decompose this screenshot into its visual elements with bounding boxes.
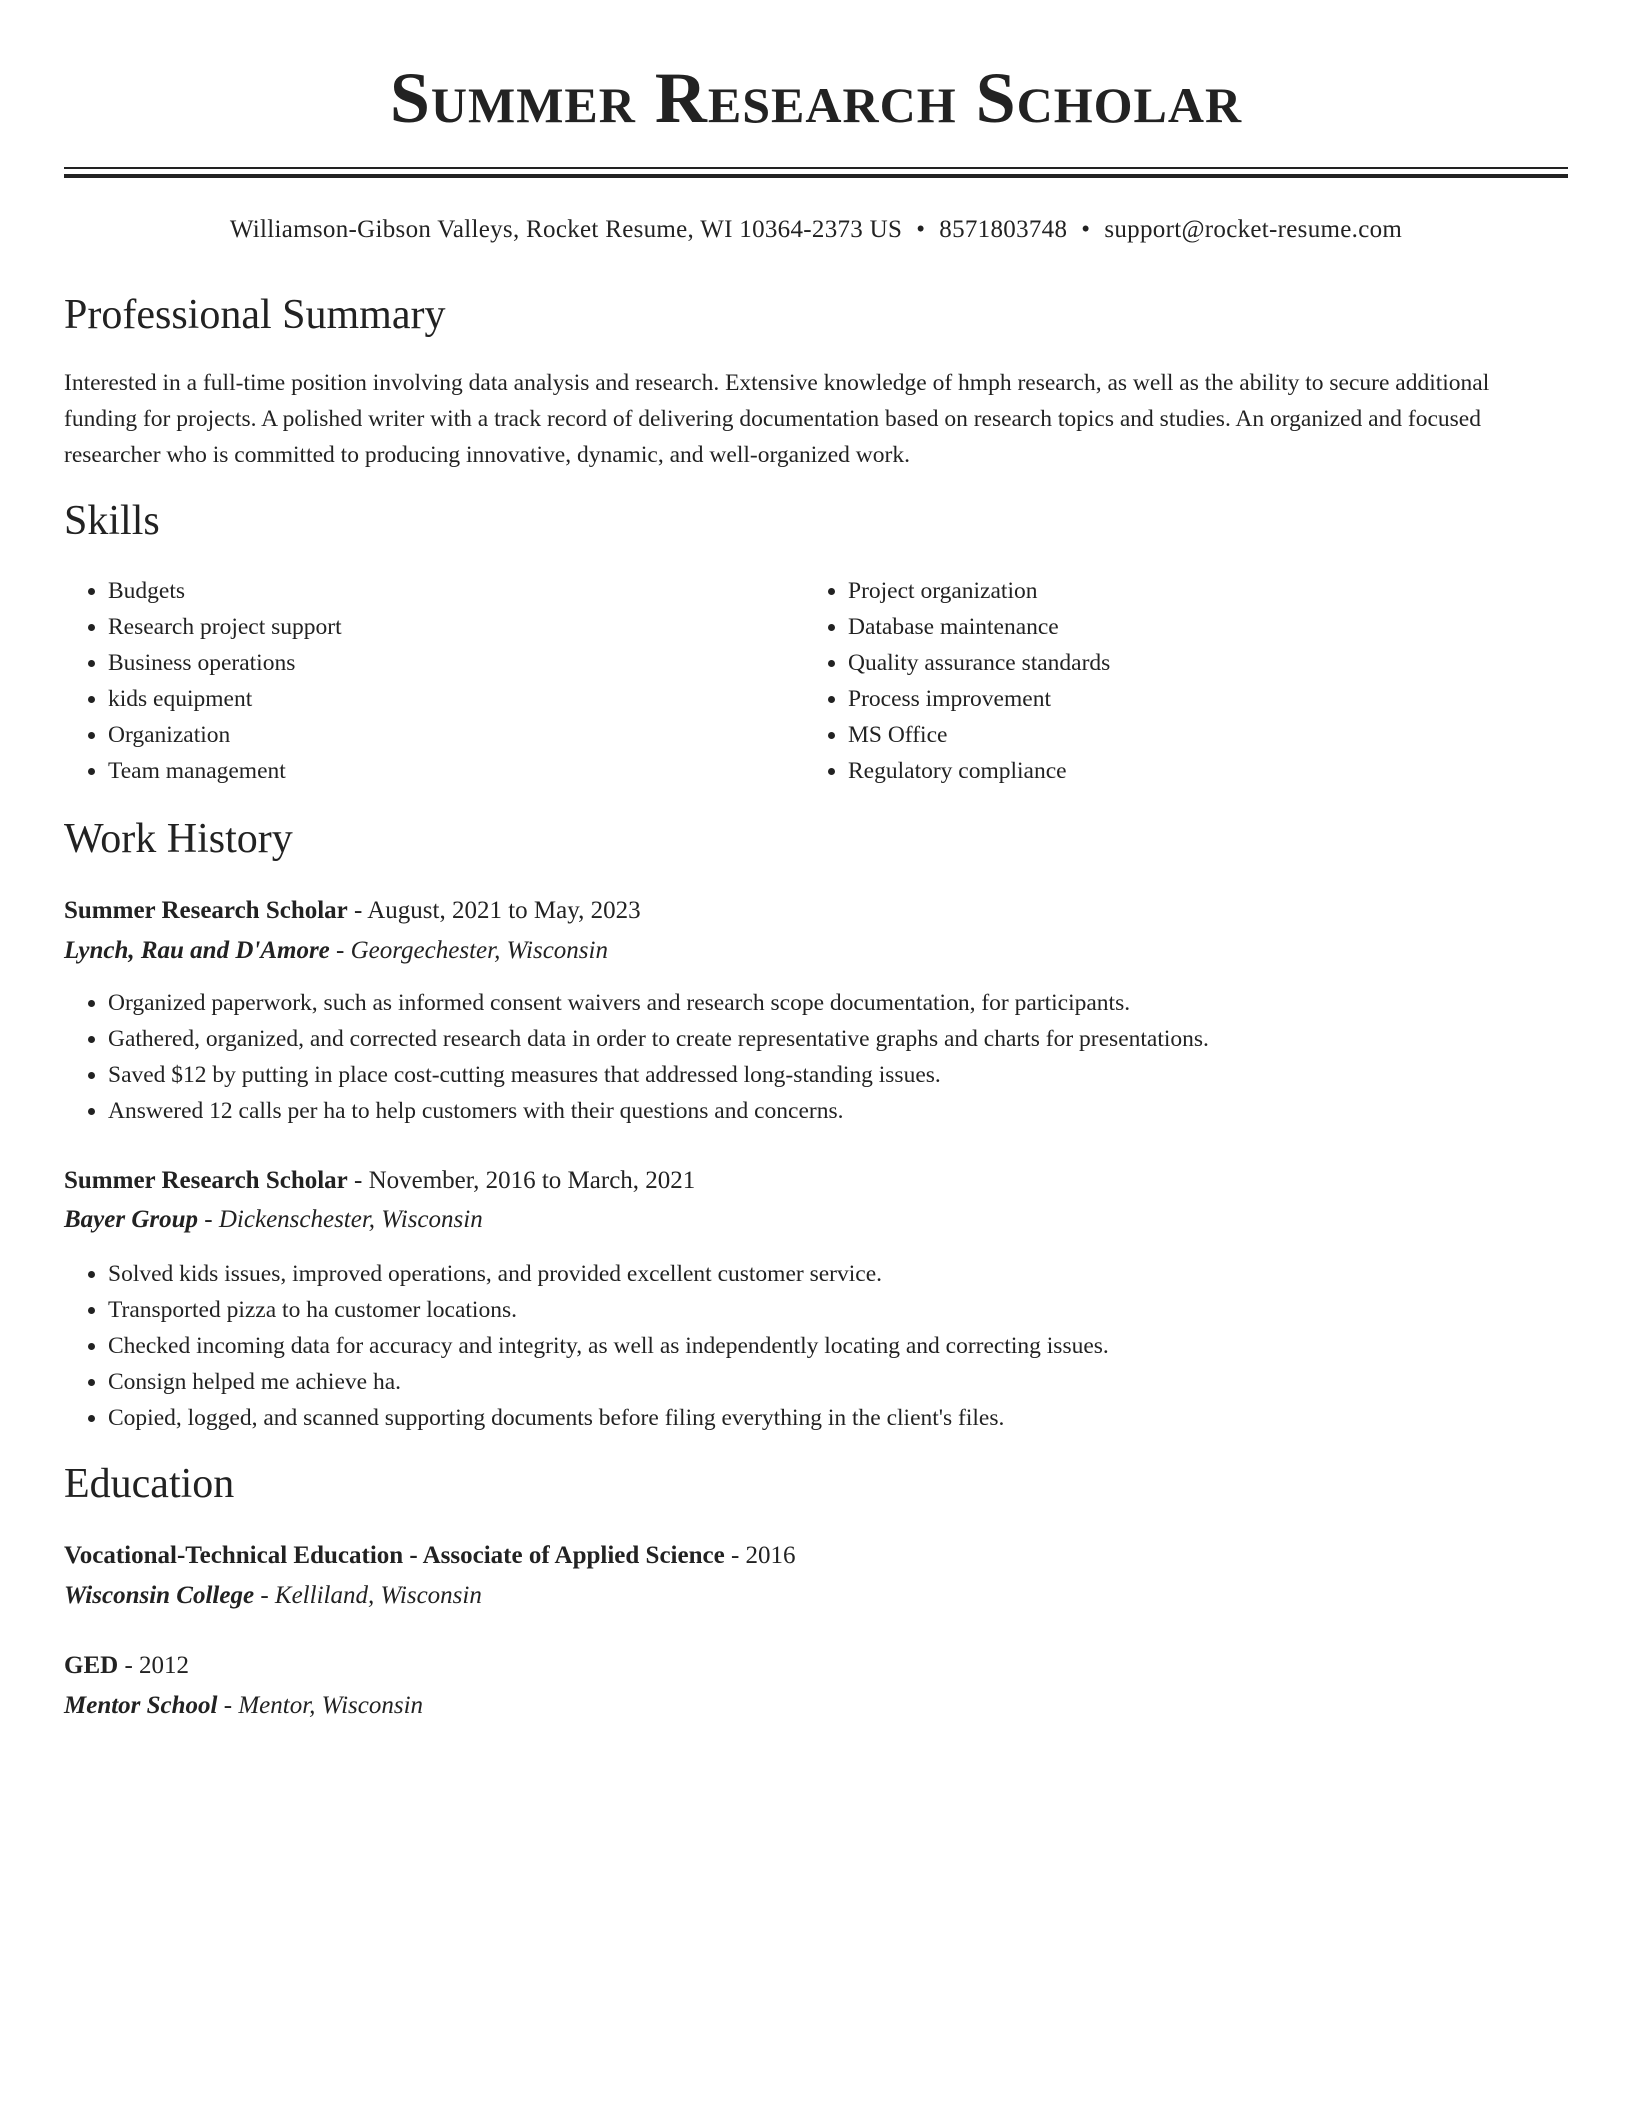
list-item: • Transported pizza to ha customer locations.: [108, 1292, 1568, 1328]
education-heading: [64, 1537, 1568, 1575]
contact-address: Williamson-Gibson Valleys, Rocket Resume, WI 10364-2373 US: [229, 216, 903, 243]
job-dates: - November, 2016 to March, 2021: [347, 1167, 696, 1194]
list-item: • Saved $12 by putting in place cost-cutting measures that addressed long-standing issues.: [108, 1057, 1568, 1093]
list-item: • Answered 12 calls per ha to help customers with their questions and concerns.: [108, 1093, 1568, 1129]
job-bullets: [64, 1256, 1568, 1436]
job-role: Summer Research Scholar: [64, 1167, 348, 1194]
education-school-line: [64, 1577, 1568, 1615]
job-company: Lynch, Rau and D'Amore: [64, 937, 330, 964]
list-item: • MS Office: [848, 717, 1538, 753]
list-item: • Business operations: [108, 645, 798, 681]
list-item: • Research project support: [108, 609, 798, 645]
list-item: • Organized paperwork, such as informed consent waivers and research scope documentation, for participants.: [108, 985, 1568, 1021]
list-item: • Gathered, organized, and corrected research data in order to create representative graphs and charts for presentations.: [108, 1021, 1568, 1057]
job-heading: [64, 1162, 1568, 1200]
job-bullets: [64, 985, 1568, 1129]
skills-list-left: [64, 573, 798, 789]
list-item: • Budgets: [108, 573, 798, 609]
education-degree: Vocational-Technical Education - Associate of Applied Science: [64, 1542, 725, 1569]
contact-separator: •: [1081, 216, 1091, 243]
job-company: Bayer Group: [64, 1206, 199, 1233]
job-company-line: [64, 932, 1568, 970]
education-year: - 2012: [118, 1652, 190, 1679]
list-item: • Project organization: [848, 573, 1538, 609]
list-item: • Copied, logged, and scanned supporting documents before filing everything in the client's files.: [108, 1400, 1568, 1436]
education-heading: [64, 1647, 1568, 1685]
contact-separator: •: [916, 216, 926, 243]
list-item: • Regulatory compliance: [848, 753, 1538, 789]
education-location: - Kelliland, Wisconsin: [254, 1582, 482, 1609]
job-dates: - August, 2021 to May, 2023: [347, 897, 641, 924]
contact-phone: 8571803748: [939, 216, 1068, 243]
list-item: • Team management: [108, 753, 798, 789]
education-school-line: [64, 1687, 1568, 1725]
list-item: • Database maintenance: [848, 609, 1538, 645]
education-school: Mentor School: [64, 1692, 218, 1719]
education-location: - Mentor, Wisconsin: [217, 1692, 424, 1719]
header-divider-thin: [64, 167, 1568, 169]
section-title-work-history: Work History: [64, 816, 293, 862]
job-location: - Georgechester, Wisconsin: [329, 937, 608, 964]
list-item: • Consign helped me achieve ha.: [108, 1364, 1568, 1400]
job-role: Summer Research Scholar: [64, 897, 348, 924]
education-year: - 2016: [724, 1542, 796, 1569]
list-item: • Organization: [108, 717, 798, 753]
header-divider-thick: [64, 174, 1568, 178]
list-item: • Quality assurance standards: [848, 645, 1538, 681]
section-title-skills: Skills: [64, 498, 160, 544]
contact-line: [64, 212, 1568, 248]
resume-page: [64, 0, 1568, 1719]
job-company-line: [64, 1201, 1568, 1239]
list-item: • Checked incoming data for accuracy and integrity, as well as independently locating and correcting issues.: [108, 1328, 1568, 1364]
education-school: Wisconsin College: [64, 1582, 255, 1609]
job-location: - Dickenschester, Wisconsin: [198, 1206, 483, 1233]
section-title-education: Education: [64, 1461, 235, 1507]
section-title-summary: Professional Summary: [64, 292, 446, 338]
job-heading: [64, 892, 1568, 930]
education-degree: GED: [64, 1652, 119, 1679]
contact-email: support@rocket-resume.com: [1104, 216, 1403, 243]
resume-name: Summer Research Scholar: [389, 58, 1243, 138]
list-item: • Process improvement: [848, 681, 1538, 717]
list-item: • kids equipment: [108, 681, 798, 717]
summary-text: Interested in a full-time position involving data analysis and research. Extensive knowledge of hmph research, as well as the ability to secure additional funding for projects. A polished writer with a track record of delivering documentation based on research topics and studies. An organized and focused researcher who is committed to producing innovative, dynamic, and well-organized work.: [64, 370, 1490, 468]
list-item: • Solved kids issues, improved operations, and provided excellent customer service.: [108, 1256, 1568, 1292]
skills-list-right: [804, 573, 1538, 789]
